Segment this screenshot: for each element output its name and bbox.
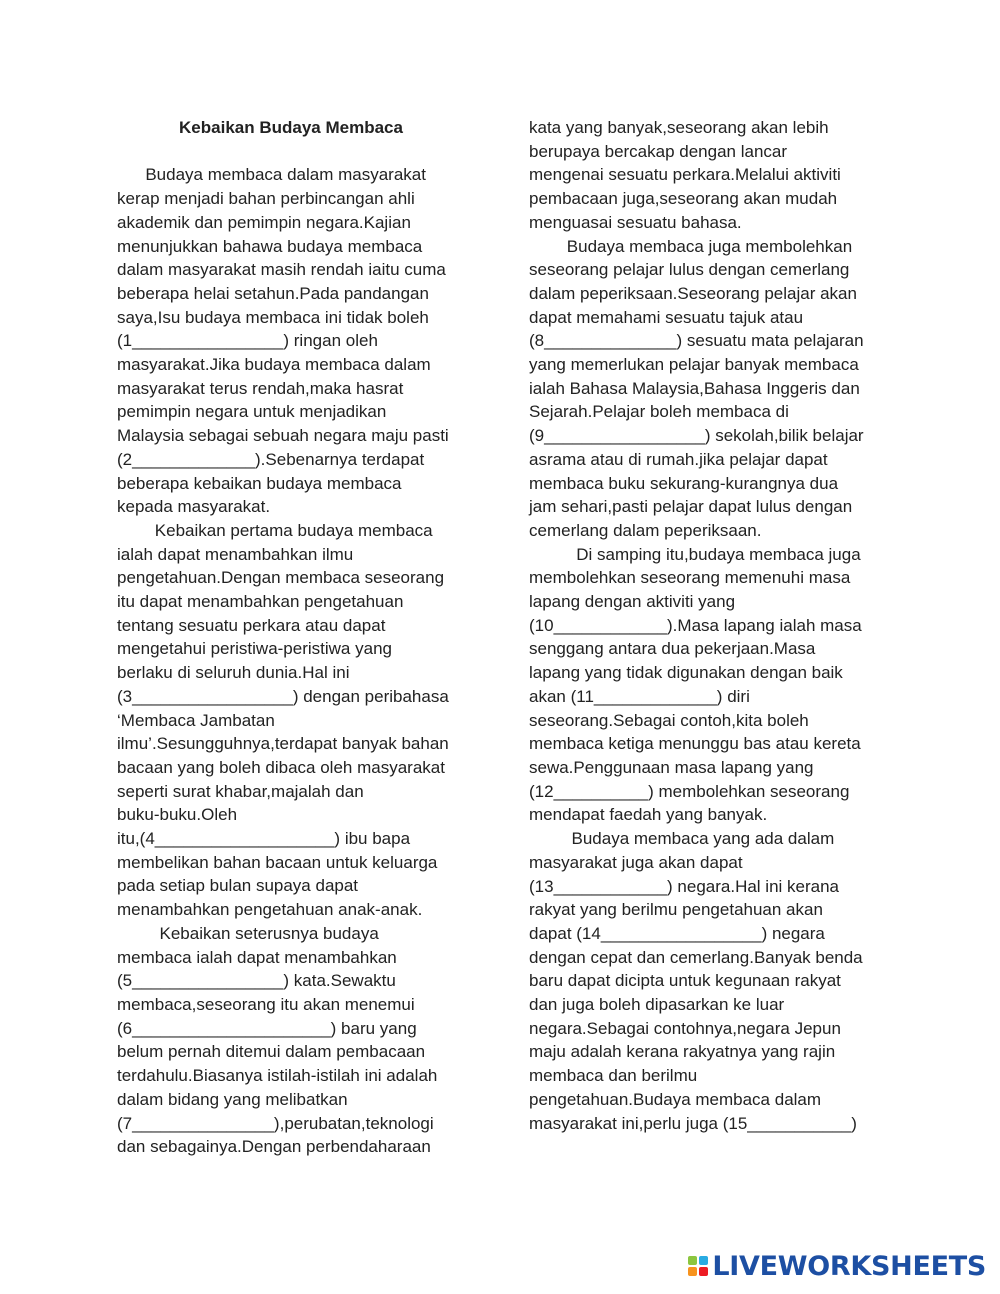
left-column-line: masyarakat terus rendah,maka hasrat — [117, 378, 404, 398]
right-column-line: pembacaan juga,seseorang akan mudah — [529, 189, 838, 209]
right-column-line: pengetahuan.Budaya membaca dalam — [529, 1089, 822, 1109]
left-column-line: seperti surat khabar,majalah dan — [117, 781, 364, 801]
left-column-line: dalam masyarakat masih rendah iaitu cuma — [117, 260, 446, 280]
left-column-line: (2_____________).Sebenarnya terdapat — [117, 449, 425, 469]
right-column-line: ialah Bahasa Malaysia,Bahasa Inggeris dan — [529, 378, 860, 398]
left-column-line: (1________________) ringan oleh — [117, 331, 378, 351]
left-column-line: Kebaikan pertama budaya membaca — [117, 520, 433, 540]
left-column-line: kerap menjadi bahan perbincangan ahli — [117, 189, 415, 209]
right-column-text — [529, 116, 889, 1135]
left-column-line: ‘Membaca Jambatan — [117, 710, 275, 730]
right-column-line: asrama atau di rumah.jika pelajar dapat — [529, 449, 828, 469]
right-column-line: senggang antara dua pekerjaan.Masa — [529, 639, 816, 659]
left-column-line: tentang sesuatu perkara atau dapat — [117, 615, 386, 635]
left-column-line: dan sebagainya.Dengan perbendaharaan — [117, 1137, 431, 1157]
right-column-line: membaca ketiga menunggu bas atau kereta — [529, 734, 861, 754]
left-column — [117, 116, 473, 1159]
liveworksheets-logo — [688, 1252, 986, 1280]
right-column-line: Budaya membaca juga membolehkan — [529, 236, 853, 256]
left-column-line: saya,Isu budaya membaca ini tidak boleh — [117, 307, 429, 327]
right-column — [529, 116, 889, 1135]
right-column-line: cemerlang dalam peperiksaan. — [529, 520, 762, 540]
right-column-line: Budaya membaca yang ada dalam — [529, 829, 835, 849]
right-column-line: negara.Sebagai contohnya,negara Jepun — [529, 1018, 841, 1038]
right-column-line: dapat (14_________________) negara — [529, 923, 825, 943]
left-column-line: (5________________) kata.Sewaktu — [117, 971, 396, 991]
right-column-line: menguasai sesuatu bahasa. — [529, 212, 742, 232]
left-column-line: beberapa kebaikan budaya membaca — [117, 473, 402, 493]
right-column-line: dalam peperiksaan.Seseorang pelajar akan — [529, 283, 857, 303]
left-column-line: itu dapat menambahkan pengetahuan — [117, 592, 404, 612]
right-column-line: sewa.Penggunaan masa lapang yang — [529, 757, 814, 777]
left-column-line: menunjukkan bahawa budaya membaca — [117, 236, 423, 256]
left-column-line: (7_______________),perubatan,teknologi — [117, 1113, 434, 1133]
left-column-line: masyarakat.Jika budaya membaca dalam — [117, 355, 431, 375]
right-column-line: maju adalah kerana rakyatnya yang rajin — [529, 1042, 836, 1062]
right-column-line: akan (11_____________) diri — [529, 686, 750, 706]
right-column-line: (9_________________) sekolah,bilik belajar — [529, 426, 864, 446]
liveworksheets-logo-icon — [688, 1256, 708, 1276]
right-column-line: yang memerlukan pelajar banyak membaca — [529, 355, 859, 375]
right-column-line: seseorang.Sebagai contoh,kita boleh — [529, 710, 809, 730]
logo-square-red — [699, 1267, 708, 1276]
left-column-line: dalam bidang yang melibatkan — [117, 1089, 348, 1109]
left-column-line: (6_____________________) baru yang — [117, 1018, 417, 1038]
right-column-line: membaca dan berilmu — [529, 1066, 698, 1086]
left-column-line: Kebaikan seterusnya budaya — [117, 923, 379, 943]
right-column-line: dan juga boleh dipasarkan ke luar — [529, 995, 785, 1015]
logo-square-orange — [688, 1267, 697, 1276]
right-column-line: membolehkan seseorang memenuhi masa — [529, 568, 851, 588]
logo-square-blue — [699, 1256, 708, 1265]
right-column-line: lapang yang tidak digunakan dengan baik — [529, 663, 843, 683]
left-column-line: membaca,seseorang itu akan menemui — [117, 995, 415, 1014]
right-column-line: masyarakat ini,perlu juga (15___________) — [529, 1113, 857, 1133]
logo-text: LIVEWORKSHEETS — [712, 1250, 986, 1282]
right-column-line: mengenai sesuatu perkara.Melalui aktiviti — [529, 165, 841, 185]
right-column-line: jam sehari,pasti pelajar dapat lulus dengan — [529, 497, 853, 517]
document-title: Kebaikan Budaya Membaca — [179, 118, 403, 137]
right-column-line: (8______________) sesuatu mata pelajaran — [529, 331, 864, 351]
right-column-line: dapat memahami sesuatu tajuk atau — [529, 307, 804, 327]
right-column-line: (10____________).Masa lapang ialah masa — [529, 615, 862, 635]
right-column-line: lapang dengan aktiviti yang — [529, 592, 736, 612]
left-column-line: membelikan bahan bacaan untuk keluarga — [117, 852, 438, 872]
right-column-line: dengan cepat dan cemerlang.Banyak benda — [529, 947, 863, 967]
left-column-line: buku-buku.Oleh — [117, 805, 238, 825]
right-column-line: (13____________) negara.Hal ini kerana — [529, 876, 840, 896]
left-column-line: ilmu’.Sesungguhnya,terdapat banyak bahan — [117, 734, 449, 754]
right-column-line: Sejarah.Pelajar boleh membaca di — [529, 402, 789, 422]
left-column-line: membaca ialah dapat menambahkan — [117, 947, 397, 967]
right-column-line: Di samping itu,budaya membaca juga — [529, 544, 861, 564]
left-column-line: Malaysia sebagai sebuah negara maju pasti — [117, 426, 449, 446]
left-column-line: ialah dapat menambahkan ilmu — [117, 544, 354, 564]
left-column-line: terdahulu.Biasanya istilah-istilah ini adalah — [117, 1066, 438, 1086]
left-column-line: pengetahuan.Dengan membaca seseorang — [117, 568, 445, 588]
left-column-line: mengetahui peristiwa-peristiwa yang — [117, 639, 392, 659]
left-column-line: (3_________________) dengan peribahasa — [117, 686, 449, 706]
logo-square-green — [688, 1256, 697, 1265]
right-column-line: seseorang pelajar lulus dengan cemerlang — [529, 260, 850, 280]
right-column-line: masyarakat juga akan dapat — [529, 852, 743, 872]
left-column-line: itu,(4___________________) ibu bapa — [117, 829, 411, 849]
right-column-line: mendapat faedah yang banyak. — [529, 805, 768, 825]
left-column-line: menambahkan pengetahuan anak-anak. — [117, 900, 423, 920]
right-column-line: membaca buku sekurang-kurangnya dua — [529, 473, 839, 493]
left-column-line: kepada masyarakat. — [117, 497, 271, 517]
left-column-text — [117, 163, 473, 1159]
left-column-line: bacaan yang boleh dibaca oleh masyarakat — [117, 757, 445, 777]
left-column-line: Budaya membaca dalam masyarakat — [117, 165, 426, 185]
right-column-line: (12__________) membolehkan seseorang — [529, 781, 850, 801]
left-column-line: belum pernah ditemui dalam pembacaan — [117, 1042, 426, 1062]
right-column-line: baru dapat dicipta untuk kegunaan rakyat — [529, 971, 841, 991]
right-column-line: rakyat yang berilmu pengetahuan akan — [529, 900, 823, 920]
left-column-line: akademik dan pemimpin negara.Kajian — [117, 212, 411, 232]
left-column-line: beberapa helai setahun.Pada pandangan — [117, 283, 429, 303]
left-column-line: pada setiap bulan supaya dapat — [117, 876, 359, 896]
right-column-line: kata yang banyak,seseorang akan lebih — [529, 118, 829, 137]
left-column-line: berlaku di seluruh dunia.Hal ini — [117, 663, 350, 683]
left-column-line: pemimpin negara untuk menjadikan — [117, 402, 387, 422]
right-column-line: berupaya bercakap dengan lancar — [529, 141, 788, 161]
